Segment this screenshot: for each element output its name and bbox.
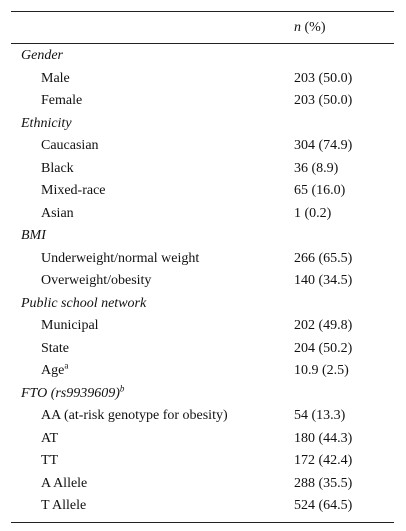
table-row — [11, 428, 394, 451]
table-row — [11, 90, 394, 113]
table-row — [11, 383, 394, 406]
table-row — [11, 113, 394, 136]
table-row — [11, 293, 394, 316]
column-header-n-percent — [294, 20, 326, 36]
table-body — [11, 44, 394, 522]
table-row — [11, 180, 394, 203]
row-value-age: 10.9 (2.5) — [294, 363, 349, 378]
row-value-male: 203 (50.0) — [294, 70, 353, 86]
group-label-gender: Gender — [21, 48, 63, 63]
table-header-row — [11, 12, 394, 43]
row-value-municipal: 202 (49.8) — [294, 318, 353, 333]
row-label-underweight-normal: Underweight/normal weight — [41, 250, 200, 266]
table-row — [11, 360, 394, 383]
table-row — [11, 225, 394, 248]
table-row — [11, 248, 394, 271]
row-label-age — [41, 360, 68, 383]
group-label-bmi: BMI — [21, 228, 46, 243]
row-value-a-allele: 288 (35.5) — [294, 475, 353, 491]
row-value-underweight-normal: 266 (65.5) — [294, 250, 353, 266]
row-label-overweight-obesity: Overweight/obesity — [41, 273, 152, 288]
row-label-female: Female — [41, 93, 83, 108]
row-value-female: 203 (50.0) — [294, 93, 353, 108]
header-n-label: n — [294, 20, 301, 35]
table-row — [11, 135, 394, 158]
row-label-t-allele: T Allele — [41, 498, 87, 513]
row-label-asian: Asian — [41, 205, 74, 221]
age-text: Age — [41, 363, 65, 378]
row-value-tt: 172 (42.4) — [294, 453, 353, 468]
table-row — [11, 45, 394, 68]
row-value-mixed-race: 65 (16.0) — [294, 183, 346, 198]
table-row — [11, 270, 394, 293]
age-footnote-marker: a — [64, 360, 69, 371]
row-value-black: 36 (8.9) — [294, 160, 339, 176]
table-row — [11, 315, 394, 338]
table-row — [11, 68, 394, 91]
row-value-asian: 1 (0.2) — [294, 205, 332, 221]
demographics-table — [11, 11, 394, 523]
row-label-caucasian: Caucasian — [41, 138, 99, 153]
row-value-t-allele: 524 (64.5) — [294, 498, 353, 513]
table-bottom-rule — [11, 522, 394, 523]
group-label-fto — [21, 383, 124, 406]
row-label-tt: TT — [41, 453, 59, 468]
group-label-ethnicity: Ethnicity — [21, 115, 72, 131]
table-row — [11, 473, 394, 496]
table-row — [11, 338, 394, 361]
row-value-caucasian: 304 (74.9) — [294, 138, 353, 153]
table-row — [11, 203, 394, 226]
table-row — [11, 450, 394, 473]
row-label-aa: AA (at-risk genotype for obesity) — [41, 408, 228, 423]
row-label-at: AT — [41, 430, 59, 446]
fto-footnote-marker: b — [119, 382, 125, 393]
row-label-mixed-race: Mixed-race — [41, 183, 106, 198]
header-pct-label: (%) — [301, 20, 326, 35]
group-label-public-school-network: Public school network — [21, 295, 147, 311]
table-row — [11, 158, 394, 181]
row-label-male: Male — [41, 70, 70, 86]
row-value-at: 180 (44.3) — [294, 430, 353, 446]
row-label-black: Black — [41, 160, 74, 176]
fto-text: FTO (rs9939609) — [21, 385, 120, 401]
table-row — [11, 405, 394, 428]
row-value-state: 204 (50.2) — [294, 340, 353, 356]
row-label-state: State — [41, 340, 69, 356]
table-row — [11, 495, 394, 518]
row-value-overweight-obesity: 140 (34.5) — [294, 273, 353, 288]
row-value-aa: 54 (13.3) — [294, 408, 346, 423]
row-label-a-allele: A Allele — [41, 475, 88, 491]
row-label-municipal: Municipal — [41, 318, 99, 333]
